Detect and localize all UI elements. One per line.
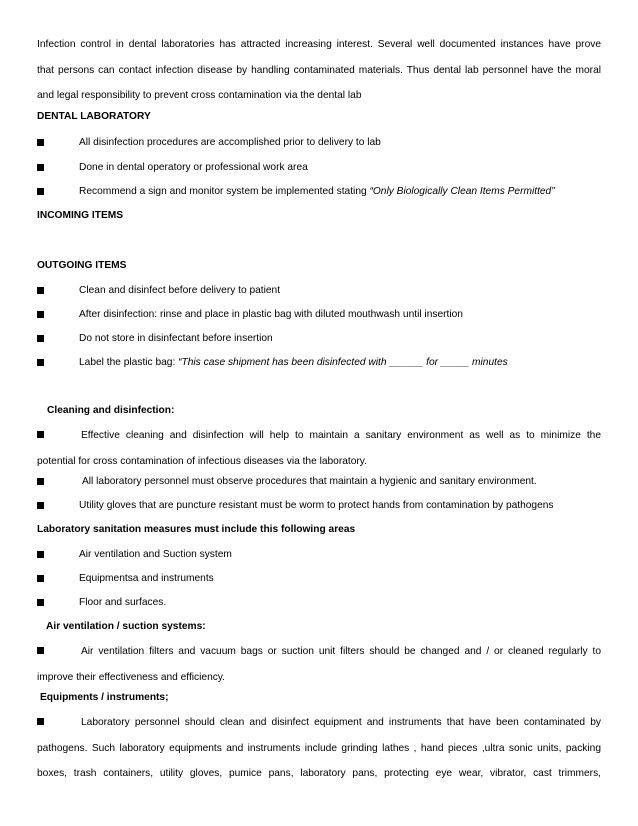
incoming-items-heading: INCOMING ITEMS bbox=[37, 210, 124, 221]
intro-paragraph bbox=[37, 32, 601, 109]
square-bullet-icon bbox=[37, 431, 44, 438]
equipments-line-2: pathogens. Such laboratory equipments and instruments include grinding lathes , hand pieces ,ultra sonic units, packing bbox=[37, 742, 601, 754]
equipments-line-3: boxes, trash containers, utility gloves, pumice pans, laboratory pans, protecting eye wear, vibrator, cast trimmers, bbox=[37, 768, 601, 779]
square-bullet-icon bbox=[37, 311, 44, 318]
square-bullet-icon bbox=[37, 502, 44, 509]
list-item-text bbox=[79, 357, 508, 368]
intro-line-1: Infection control in dental laboratories has attracted increasing interest. Several well documented instances have prove bbox=[37, 39, 601, 50]
sign-quote: “Only Biologically Clean Items Permitted” bbox=[369, 186, 555, 197]
square-bullet-icon bbox=[37, 359, 44, 366]
square-bullet-icon bbox=[37, 139, 44, 146]
cleaning-item-1-text: Effective cleaning and disinfection will help to maintain a sanitary environment as well as to minimize the bbox=[81, 430, 601, 441]
list-item-text: Utility gloves that are puncture resistant must be worm to protect hands from contamination by pathogens bbox=[79, 500, 554, 511]
dental-laboratory-heading: DENTAL LABORATORY bbox=[37, 111, 151, 122]
list-item-text: Do not store in disinfectant before insertion bbox=[79, 333, 273, 344]
list-item-text: After disinfection: rinse and place in plastic bag with diluted mouthwash until insertion bbox=[79, 309, 463, 320]
cleaning-disinfection-heading: Cleaning and disinfection: bbox=[47, 405, 175, 416]
square-bullet-icon bbox=[37, 575, 44, 582]
cleaning-item-1-line-2: potential for cross contamination of infectious diseases via the laboratory. bbox=[37, 455, 367, 467]
cleaning-item-1-line-1 bbox=[37, 423, 601, 449]
intro-line-3: and legal responsibility to prevent cross contamination via the dental lab bbox=[37, 90, 362, 101]
list-item-text: Air ventilation and Suction system bbox=[79, 549, 232, 560]
square-bullet-icon bbox=[37, 718, 44, 725]
intro-line-2: that persons can contact infection disease by handling contaminated materials. Thus dental lab personnel have the moral bbox=[37, 64, 601, 76]
list-item-text: Done in dental operatory or professional work area bbox=[79, 162, 308, 173]
air-ventilation-line-1 bbox=[37, 639, 601, 665]
square-bullet-icon bbox=[37, 287, 44, 294]
cleaning-item-1 bbox=[37, 423, 601, 474]
list-item-text: Clean and disinfect before delivery to patient bbox=[79, 285, 281, 296]
list-item-text-plain: Recommend a sign and monitor system be implemented stating bbox=[79, 186, 370, 197]
square-bullet-icon bbox=[37, 478, 44, 485]
sanitation-heading: Laboratory sanitation measures must include this following areas bbox=[37, 524, 356, 535]
list-item-text: All laboratory personnel must observe procedures that maintain a hygienic and sanitary environment. bbox=[82, 476, 537, 487]
list-item-text-plain: Label the plastic bag: bbox=[79, 357, 179, 368]
list-item-text: All disinfection procedures are accomplished prior to delivery to lab bbox=[79, 137, 381, 148]
square-bullet-icon bbox=[37, 188, 44, 195]
square-bullet-icon bbox=[37, 335, 44, 342]
air-ventilation-heading: Air ventilation / suction systems: bbox=[46, 621, 206, 632]
square-bullet-icon bbox=[37, 551, 44, 558]
air-ventilation-text: Air ventilation filters and vacuum bags or suction unit filters should be changed and / or cleaned regularly to bbox=[81, 646, 601, 657]
equipments-text: Laboratory personnel should clean and disinfect equipment and instruments that have been contaminated by bbox=[81, 717, 601, 728]
square-bullet-icon bbox=[37, 647, 44, 654]
equipments-heading: Equipments / instruments; bbox=[40, 692, 169, 703]
equipments-line-1 bbox=[37, 710, 601, 736]
label-quote: “This case shipment has been disinfected with ______ for _____ minutes bbox=[178, 357, 508, 368]
list-item-text: Floor and surfaces. bbox=[79, 597, 167, 608]
square-bullet-icon bbox=[37, 164, 44, 171]
air-ventilation-item bbox=[37, 639, 601, 690]
outgoing-items-heading: OUTGOING ITEMS bbox=[37, 260, 127, 271]
square-bullet-icon bbox=[37, 599, 44, 606]
air-ventilation-line-2: improve their effectiveness and efficiency. bbox=[37, 671, 225, 683]
list-item-text: Equipmentsa and instruments bbox=[79, 573, 214, 584]
list-item-text bbox=[79, 186, 555, 197]
equipments-item bbox=[37, 710, 601, 787]
